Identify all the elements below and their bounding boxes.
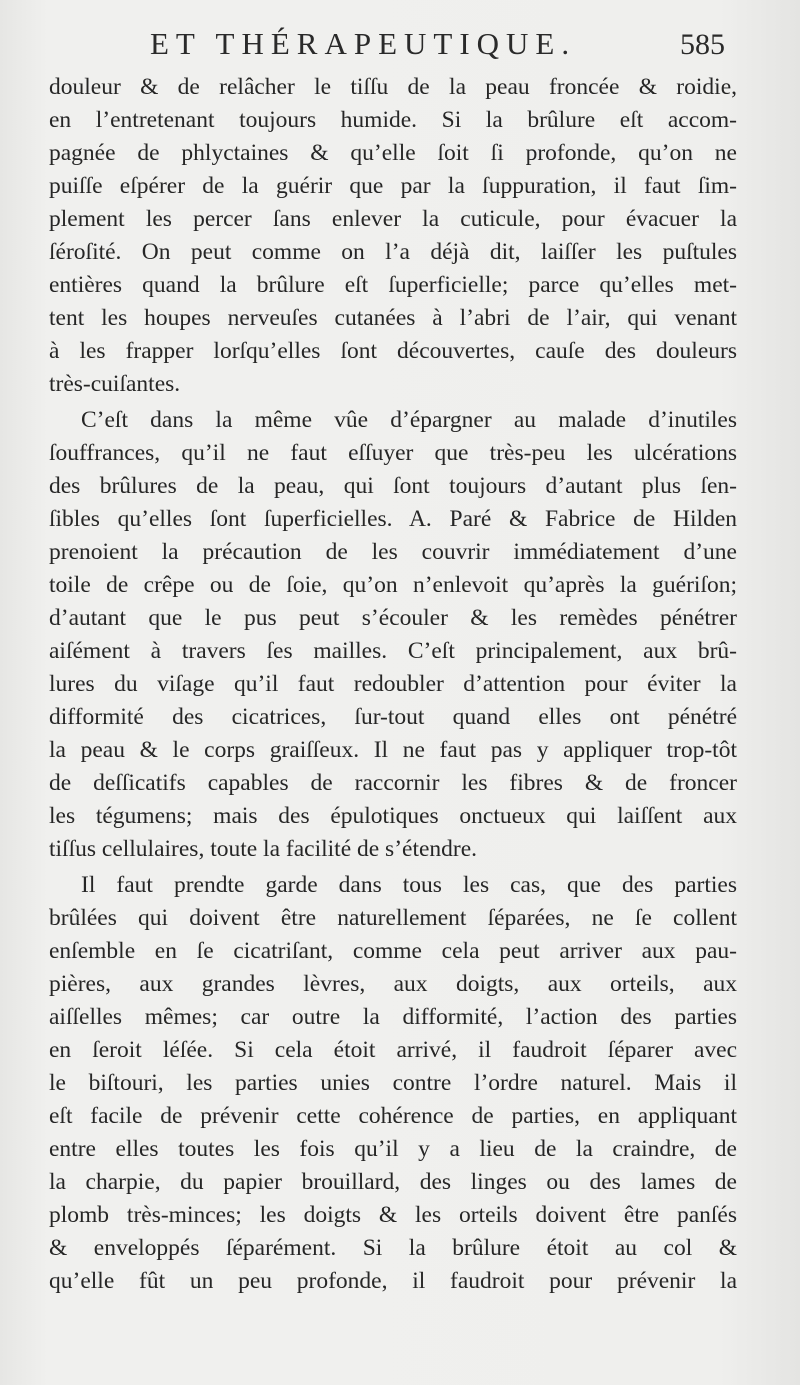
page-number: 585 (680, 28, 725, 61)
text-line: très-cuiſantes. (49, 371, 181, 397)
text-line: enſemble en ſe cicatriſant, comme cela peut arriver aux pau- (49, 938, 737, 964)
text-line: brûlées qui doivent être naturellement ſéparées, ne ſe collent (49, 905, 737, 931)
text-line: difformité des cicatrices, ſur-tout quand elles ont pénétré (49, 704, 737, 730)
text-line: tent les houpes nerveuſes cutanées à l’abri de l’air, qui venant (49, 305, 737, 331)
running-head (0, 26, 800, 66)
text-line: la peau & le corps graiſſeux. Il ne faut pas y appliquer trop-tôt (49, 737, 737, 763)
text-line: la charpie, du papier brouillard, des linges ou des lames de (49, 1169, 737, 1195)
text-line: qu’elle fût un peu profonde, il faudroit pour prévenir la (49, 1268, 737, 1294)
text-line: des brûlures de la peau, qui ſont toujours d’autant plus ſen- (49, 473, 737, 499)
text-line: aiſément à travers ſes mailles. C’eſt principalement, aux brû- (49, 638, 737, 664)
text-line: en ſeroit léſée. Si cela étoit arrivé, il faudroit ſéparer avec (49, 1037, 737, 1063)
text-line: pagnée de phlyctaines & qu’elle ſoit ſi profonde, qu’on ne (49, 140, 737, 166)
body-text (49, 71, 737, 1298)
text-line: ſibles qu’elles ſont ſuperficielles. A. Paré & Fabrice de Hilden (49, 506, 737, 532)
paragraph (49, 71, 737, 401)
text-line: tiſſus cellulaires, toute la facilité de s’étendre. (49, 836, 478, 862)
text-line: eſt facile de prévenir cette cohérence de parties, en appliquant (49, 1103, 737, 1129)
text-line: C’eſt dans la même vûe d’épargner au malade d’inutiles (81, 407, 737, 433)
text-line: de deſſicatifs capables de raccornir les fibres & de froncer (49, 770, 737, 796)
text-line: entières quand la brûlure eſt ſuperficielle; parce qu’elles met- (49, 272, 737, 298)
text-line: ſéroſité. On peut comme on l’a déjà dit, laiſſer les puſtules (49, 239, 737, 265)
text-line: aiſſelles mêmes; car outre la difformité, l’action des parties (49, 1004, 737, 1030)
text-line: le biſtouri, les parties unies contre l’ordre naturel. Mais il (49, 1070, 737, 1096)
running-head-title: ET THÉRAPEUTIQUE. (150, 26, 577, 61)
text-line: ſouffrances, qu’il ne faut eſſuyer que très-peu les ulcérations (49, 440, 737, 466)
text-line: en l’entretenant toujours humide. Si la brûlure eſt accom- (49, 107, 737, 133)
text-line: Il faut prendte garde dans tous les cas, que des parties (81, 872, 737, 898)
text-line: lures du viſage qu’il faut redoubler d’attention pour éviter la (49, 671, 737, 697)
text-line: à les frapper lorſqu’elles ſont découvertes, cauſe des douleurs (49, 338, 737, 364)
text-line: toile de crêpe ou de ſoie, qu’on n’enlevoit qu’après la guériſon; (49, 572, 737, 598)
paragraph (49, 404, 737, 866)
text-line: & enveloppés ſéparément. Si la brûlure étoit au col & (49, 1235, 737, 1261)
paragraph (49, 869, 737, 1298)
text-line: puiſſe eſpérer de la guérir que par la ſuppuration, il faut ſim- (49, 173, 737, 199)
text-line: entre elles toutes les fois qu’il y a lieu de la craindre, de (49, 1136, 737, 1162)
text-line: les tégumens; mais des épulotiques onctueux qui laiſſent aux (49, 803, 737, 829)
text-line: plomb très-minces; les doigts & les orteils doivent être panſés (49, 1202, 737, 1228)
text-line: pières, aux grandes lèvres, aux doigts, aux orteils, aux (49, 971, 737, 997)
text-line: douleur & de relâcher le tiſſu de la peau froncée & roidie, (49, 74, 737, 100)
text-line: d’autant que le pus peut s’écouler & les remèdes pénétrer (49, 605, 737, 631)
text-line: plement les percer ſans enlever la cuticule, pour évacuer la (49, 206, 737, 232)
text-line: prenoient la précaution de les couvrir immédiatement d’une (49, 539, 737, 565)
